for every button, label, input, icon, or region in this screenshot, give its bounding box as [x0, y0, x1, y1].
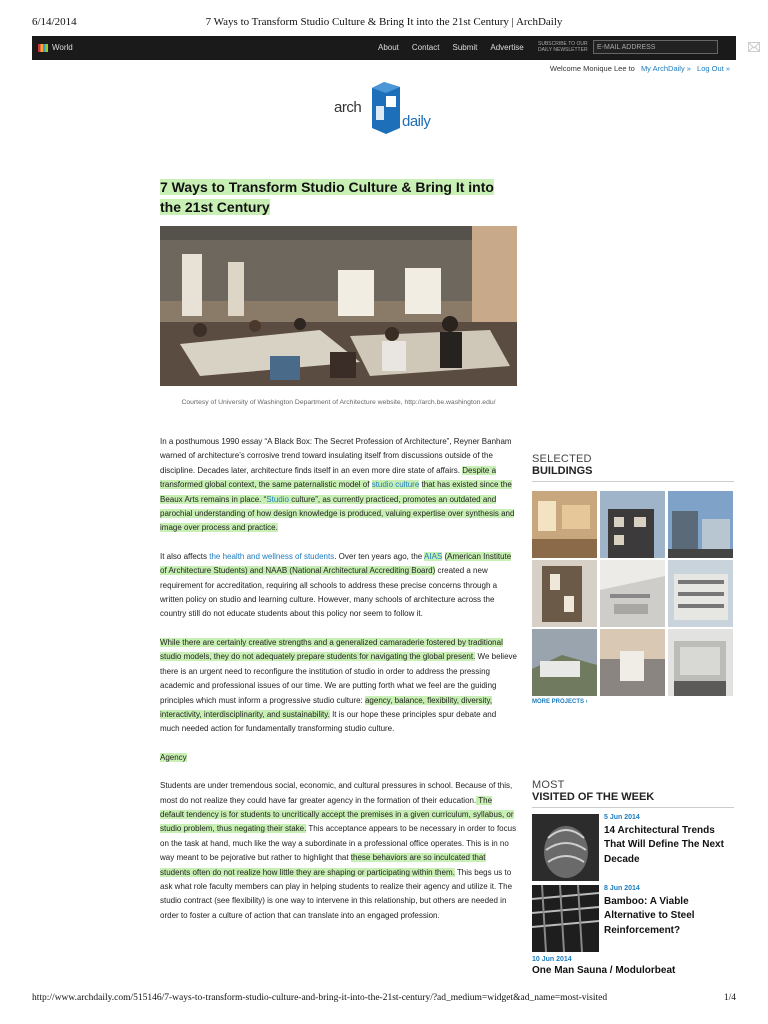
welcome-text: Welcome Monique Lee to	[549, 64, 635, 73]
nav-advertise-link[interactable]: Advertise	[490, 43, 524, 52]
building-thumb[interactable]	[668, 629, 733, 696]
studio-photo	[160, 226, 517, 386]
aias-link[interactable]: AIAS	[424, 551, 443, 561]
buildings-grid	[532, 491, 734, 696]
envelope-icon[interactable]	[748, 42, 760, 52]
article-title: 7 Ways to Transform Studio Culture & Bring It into the 21st Century	[160, 179, 494, 215]
paragraph-2: It also affects the health and wellness of students. Over ten years ago, the AIAS (American Institute of Architecture Students) and NAAB (National Architectural Accrediting Board) created a new requirement for accreditation, requiring all schools to address these precise concerns through a written policy on studio and learning culture. However, many schools of architecture across the country still do not educate students about this policy nor seem to follow it.	[160, 551, 512, 619]
most-visited	[532, 779, 734, 976]
nav-contact-link[interactable]: Contact	[411, 43, 440, 52]
item-date: 5 Jun 2014	[604, 814, 640, 821]
most-heading: MOST	[532, 779, 565, 791]
item-date: 8 Jun 2014	[604, 885, 640, 892]
studio-culture-link[interactable]: studio culture	[371, 480, 420, 490]
paragraph-1: In a posthumous 1990 essay “A Black Box: The Secret Profession of Architecture”, Reyner Banham warned of architecture’s corrosive trend toward insulating itself from discussions outside of the discipline. Decades later, architecture finds itself in an even more dire state of affairs. Despite a transformed global context, the same paternalistic model of studio culture that has existed since the Beaux Arts remains in place. “Studio culture”, as currently practiced, promotes an outdated and parochial understanding of how design knowledge is produced, valuing expertise over synthesis and image over process and practice.	[160, 437, 515, 533]
item-title[interactable]: One Man Sauna / Modulorbeat	[532, 965, 676, 976]
bamboo-thumbnail	[532, 885, 599, 952]
item-date: 10 Jun 2014	[532, 956, 572, 963]
nav-about-link[interactable]: About	[378, 43, 399, 52]
page-number: 1/4	[723, 993, 736, 1003]
top-nav	[378, 43, 524, 52]
article-body	[160, 435, 517, 937]
most-visited-item[interactable]	[532, 814, 734, 885]
studio-link[interactable]: Studio	[266, 494, 289, 504]
archdaily-logo[interactable]	[334, 82, 436, 134]
logout-link[interactable]: Log Out »	[697, 64, 730, 73]
logo-cube-icon	[370, 82, 402, 134]
building-thumb[interactable]	[532, 491, 597, 558]
item-title[interactable]: 14 Architectural Trends That Will Define The Next Decade	[604, 825, 724, 865]
paragraph-3: While there are certainly creative strengths and a generalized camaraderie fostered by traditional studio models, they do not adequately prepare students for navigating the global present. We believe there is an urgent need to reconfigure the institution of studio in order to address the pressing academic and professional issues of our time. We are putting forth what we feel are the guiding principles which must inform a progressive studio culture: agency, balance, flexibility, diversity, interactivity, interdisciplinarity, and sustainability. It is our hope these principles spur debate and much needed action for fundamentally transforming studio culture.	[160, 637, 517, 734]
selected-buildings	[532, 453, 734, 705]
world-selector[interactable]	[38, 43, 73, 52]
building-thumb[interactable]	[668, 560, 733, 627]
paragraph-4: Students are under tremendous social, economic, and cultural pressures in school. Because of this, most do not realize they could have far greater agency in the formation of their education. The default tendency is for students to uncritically accept the premises in a given curriculum, syllabus, or studio problem, thus negating their stake. This acceptance appears to be necessary in order to focus on the task at hand, much like the way a subordinate in a professional office operates. This is in no way meant to be pejorative but rather to highlight that these behaviors are so inculcated that students often do not realize how little they are shaping or participating within them. This begs us to ask what role faculty members can play in helping students to realize their agency and utilize it. The studio contract (see flexibility) is one way to intervene in this relationship, but others are needed in order to foster a culture of action that can translate into an engaged profession.	[160, 781, 517, 920]
building-thumb[interactable]	[600, 560, 665, 627]
photo-caption: Courtesy of University of Washington Department of Architecture website, http://arch.be.washington.edu/	[181, 399, 496, 406]
building-thumb[interactable]	[600, 491, 665, 558]
most-visited-item[interactable]	[532, 956, 734, 976]
logo-daily-text: daily	[402, 113, 431, 130]
building-thumb[interactable]	[668, 491, 733, 558]
print-date: 6/14/2014	[32, 16, 77, 28]
most-visited-item[interactable]	[532, 885, 734, 956]
print-title: 7 Ways to Transform Studio Culture & Bring It into the 21st Century | ArchDaily	[205, 16, 563, 28]
building-thumb[interactable]	[600, 629, 665, 696]
building-thumb[interactable]	[532, 629, 597, 696]
print-url: http://www.archdaily.com/515146/7-ways-to-transform-studio-culture-and-bring-it-into-the-21st-century/?ad_medium=widget&ad_name=most-visited	[32, 993, 608, 1003]
visited-heading: VISITED OF THE WEEK	[532, 791, 734, 808]
trend-thumbnail	[532, 814, 599, 881]
building-thumb[interactable]	[532, 560, 597, 627]
more-projects-link[interactable]: MORE PROJECTS ›	[532, 699, 588, 705]
item-title[interactable]: Bamboo: A Viable Alternative to Steel Reinforcement?	[604, 896, 695, 936]
world-label: World	[52, 43, 73, 52]
buildings-heading: BUILDINGS	[532, 465, 734, 482]
selected-heading: SELECTED	[532, 453, 592, 465]
my-archdaily-link[interactable]: My ArchDaily »	[640, 64, 691, 73]
newsletter-email-input[interactable]: E-MAIL ADDRESS	[593, 40, 718, 54]
welcome-bar	[550, 64, 730, 73]
newsletter-label: SUBSCRIBE TO OUR DAILY NEWSLETTER	[538, 41, 588, 53]
nav-submit-link[interactable]: Submit	[452, 43, 478, 52]
top-navigation-bar	[32, 36, 736, 60]
health-wellness-link[interactable]: the health and wellness of students	[209, 551, 335, 561]
world-flag-icon	[38, 44, 48, 52]
logo-arch-text: arch	[334, 99, 362, 116]
section-heading-agency: Agency	[160, 752, 187, 762]
